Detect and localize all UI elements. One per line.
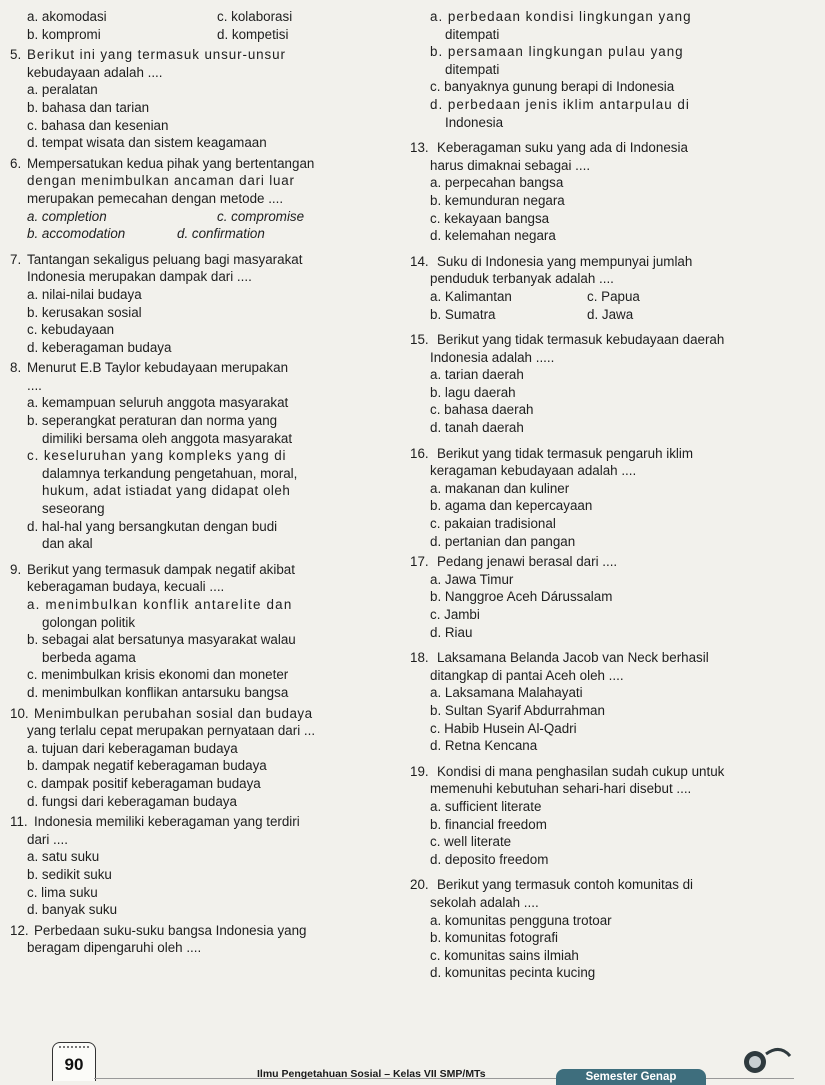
question-text-cont: Indonesia merupakan dampak dari .... <box>27 269 252 285</box>
question-text: Perbedaan suku-suku bangsa Indonesia yang <box>34 922 307 938</box>
q18-option-a: a. Laksamana Malahayati <box>430 685 583 701</box>
q17-option-c: c. Jambi <box>430 607 480 622</box>
question-text: Tantangan sekaligus peluang bagi masyarakat <box>27 251 303 267</box>
q14-option-c: c. Papua <box>587 288 640 304</box>
question-text: Indonesia memiliki keberagaman yang terdiri <box>34 814 300 830</box>
q10-option-a: a. tujuan dari keberagaman budaya <box>27 740 238 756</box>
q12-option-a: a. perbedaan kondisi lingkungan yang <box>430 9 692 24</box>
q11-option-c: c. lima suku <box>27 884 98 900</box>
q6-options-row2 <box>10 225 402 243</box>
question-text-cont: dari .... <box>27 831 68 847</box>
question-text-cont: kebudayaan adalah .... <box>27 64 163 80</box>
q17-option-d: d. Riau <box>430 624 473 640</box>
question-text-cont: ditangkap di pantai Aceh oleh .... <box>430 667 624 683</box>
question-text: Menimbulkan perubahan sosial dan budaya <box>34 705 313 721</box>
q5-option-a: a. peralatan <box>27 82 98 98</box>
q15-option-d: d. tanah daerah <box>430 420 524 436</box>
page-footer <box>0 1040 825 1085</box>
q4-option-b: b. kompromi <box>27 26 101 42</box>
question-number: 17. <box>410 554 429 570</box>
question-number: 9. <box>10 561 22 577</box>
q20-option-d: d. komunitas pecinta kucing <box>430 965 596 981</box>
q9-option-b: b. sebagai alat bersatunya masyarakat walau <box>27 632 296 648</box>
q18-option-b: b. Sultan Syarif Abdurrahman <box>430 702 605 718</box>
question-text: Suku di Indonesia yang mempunyai jumlah <box>437 253 693 269</box>
question-text: Menurut E.B Taylor kebudayaan merupakan <box>27 360 289 376</box>
semester-badge: Semester Genap <box>556 1069 706 1085</box>
q19-option-a: a. sufficient literate <box>430 798 542 814</box>
q4-option-a: a. akomodasi <box>27 9 107 24</box>
question-text-cont: yang terlalu cepat merupakan pernyataan dari ... <box>27 723 316 739</box>
q7-option-d: d. keberagaman budaya <box>27 339 172 355</box>
q7-option-a: a. nilai-nilai budaya <box>27 286 142 302</box>
q10-option-c: c. dampak positif keberagaman budaya <box>27 775 261 791</box>
q4-options-row2 <box>10 26 402 44</box>
q5-option-b: b. bahasa dan tarian <box>27 99 150 115</box>
question-number: 13. <box>410 140 429 156</box>
question-9 <box>10 561 402 579</box>
q7-option-b: b. kerusakan sosial <box>27 304 142 320</box>
q5-option-d: d. tempat wisata dan sistem keagamaan <box>27 135 267 151</box>
q16-option-c: c. pakaian tradisional <box>430 516 556 532</box>
question-text-cont: harus dimaknai sebagai .... <box>430 157 591 173</box>
q16-option-d: d. pertanian dan pangan <box>430 533 576 549</box>
question-18 <box>410 649 815 667</box>
question-text-cont: beragam dipengaruhi oleh .... <box>27 940 202 956</box>
page-number-box <box>52 1042 96 1081</box>
q16-option-b: b. agama dan kepercayaan <box>430 498 593 514</box>
q19-option-b: b. financial freedom <box>430 816 547 832</box>
q10-option-d: d. fungsi dari keberagaman budaya <box>27 793 237 809</box>
q19-option-d: d. deposito freedom <box>430 851 549 867</box>
q20-option-b: b. komunitas fotografi <box>430 930 559 946</box>
question-text: Berikut yang termasuk contoh komunitas di <box>437 877 694 893</box>
q8-option-c-cont: dalamnya terkandung pengetahuan, moral, <box>42 465 298 481</box>
question-text: Berikut yang tidak termasuk kebudayaan daerah <box>437 332 725 348</box>
question-text: Berikut yang tidak termasuk pengaruh iklim <box>437 445 694 461</box>
question-text-cont: sekolah adalah .... <box>430 894 539 910</box>
q18-option-c: c. Habib Husein Al-Qadri <box>430 720 577 736</box>
q6-option-a: a. completion <box>27 208 107 224</box>
q11-option-d: d. banyak suku <box>27 902 118 918</box>
q11-option-b: b. sedikit suku <box>27 866 112 882</box>
q8-option-d: d. hal-hal yang bersangkutan dengan budi <box>27 518 278 534</box>
question-text: Berikut ini yang termasuk unsur-unsur <box>27 47 286 63</box>
question-text: Mempersatukan kedua pihak yang bertentangan <box>27 155 315 171</box>
q8-option-b-cont: dimiliki bersama oleh anggota masyarakat <box>42 430 293 446</box>
q12-option-d: d. perbedaan jenis iklim antarpulau di <box>430 96 690 112</box>
question-text-cont: dengan menimbulkan ancaman dari luar <box>27 173 295 189</box>
q13-option-a: a. perpecahan bangsa <box>430 175 564 191</box>
question-text: Keberagaman suku yang ada di Indonesia <box>437 140 688 156</box>
q17-option-b: b. Nanggroe Aceh Dárussalam <box>430 589 613 605</box>
q6-option-b: b. accomodation <box>27 226 126 242</box>
question-10 <box>10 705 402 723</box>
question-15 <box>410 331 815 349</box>
question-number: 10. <box>10 705 29 721</box>
question-text: Pedang jenawi berasal dari .... <box>437 554 618 570</box>
question-number: 7. <box>10 251 22 267</box>
question-5 <box>10 46 402 64</box>
question-number: 5. <box>10 47 22 63</box>
q6-option-d: d. confirmation <box>177 226 265 242</box>
question-text-cont: merupakan pemecahan dengan metode .... <box>27 190 284 206</box>
q18-option-d: d. Retna Kencana <box>430 738 538 754</box>
question-number: 15. <box>410 332 429 348</box>
book-title: Ilmu Pengetahuan Sosial – Kelas VII SMP/MTs <box>257 1068 486 1080</box>
question-number: 19. <box>410 763 429 779</box>
q6-options-row1 <box>10 208 402 226</box>
q9-option-a-cont: golongan politik <box>42 614 136 630</box>
q8-option-a: a. kemampuan seluruh anggota masyarakat <box>27 395 289 411</box>
question-text-cont: Indonesia adalah ..... <box>430 349 555 365</box>
question-text: Kondisi di mana penghasilan sudah cukup untuk <box>437 763 725 779</box>
q12-option-c: c. banyaknya gunung berapi di Indonesia <box>430 79 675 95</box>
question-text-cont: memenuhi kebutuhan sehari-hari disebut .... <box>430 781 692 797</box>
question-number: 16. <box>410 445 429 461</box>
decorative-swirl-icon <box>735 1040 795 1085</box>
question-7 <box>10 251 402 269</box>
q10-option-b: b. dampak negatif keberagaman budaya <box>27 758 267 774</box>
q12-option-a-cont: ditempati <box>445 26 500 42</box>
question-13 <box>410 139 815 157</box>
q15-option-a: a. tarian daerah <box>430 367 524 383</box>
question-11 <box>10 813 402 831</box>
left-column <box>10 8 402 957</box>
question-17 <box>410 553 815 571</box>
q8-option-d-cont: dan akal <box>42 536 93 552</box>
question-number: 20. <box>410 877 429 893</box>
q14-option-a: a. Kalimantan <box>430 288 512 304</box>
q19-option-c: c. well literate <box>430 834 512 850</box>
q9-option-c: c. menimbulkan krisis ekonomi dan moneter <box>27 667 289 683</box>
dotted-line <box>59 1046 89 1048</box>
q8-option-c: c. keseluruhan yang kompleks yang di <box>27 448 287 464</box>
q15-option-c: c. bahasa daerah <box>430 402 534 418</box>
question-number: 18. <box>410 650 429 666</box>
question-19 <box>410 763 815 781</box>
q9-option-a: a. menimbulkan konflik antarelite dan <box>27 597 293 612</box>
q13-option-d: d. kelemahan negara <box>430 228 556 244</box>
q16-option-a: a. makanan dan kuliner <box>430 480 570 496</box>
question-12 <box>10 922 402 940</box>
q14-options-row1 <box>410 288 815 306</box>
q20-option-c: c. komunitas sains ilmiah <box>430 947 579 963</box>
question-20 <box>410 876 815 894</box>
question-number: 6. <box>10 155 22 171</box>
q9-option-b-cont: berbeda agama <box>42 649 136 665</box>
q14-options-row2 <box>410 306 815 324</box>
question-number: 12. <box>10 922 29 938</box>
q9-option-d: d. menimbulkan konflikan antarsuku bangsa <box>27 684 289 700</box>
q6-option-c: c. compromise <box>217 208 305 224</box>
q8-option-b: b. seperangkat peraturan dan norma yang <box>27 413 278 429</box>
page-number: 90 <box>64 1055 84 1074</box>
question-14 <box>410 253 815 271</box>
q20-option-a: a. komunitas pengguna trotoar <box>430 912 612 928</box>
question-number: 14. <box>410 253 429 269</box>
question-number: 11. <box>10 814 28 830</box>
q14-option-b: b. Sumatra <box>430 306 496 322</box>
q11-option-a: a. satu suku <box>27 849 100 865</box>
q8-option-c-cont: hukum, adat istiadat yang didapat oleh <box>42 483 291 499</box>
question-text-cont: keberagaman budaya, kecuali .... <box>27 579 225 595</box>
question-16 <box>410 445 815 463</box>
q15-option-b: b. lagu daerah <box>430 384 516 400</box>
question-text: Laksamana Belanda Jacob van Neck berhasil <box>437 650 709 666</box>
q12-option-b-cont: ditempati <box>445 61 500 77</box>
question-number: 8. <box>10 360 22 376</box>
right-column <box>410 8 815 982</box>
q14-option-d: d. Jawa <box>587 306 634 322</box>
q13-option-b: b. kemunduran negara <box>430 192 565 208</box>
question-text-cont: penduduk terbanyak adalah .... <box>430 271 614 287</box>
q5-option-c: c. bahasa dan kesenian <box>27 117 169 133</box>
q12-option-d-cont: Indonesia <box>445 114 504 130</box>
q8-option-c-cont: seseorang <box>42 501 105 517</box>
q7-option-c: c. kebudayaan <box>27 322 115 338</box>
q4-option-d: d. kompetisi <box>217 26 289 42</box>
question-6 <box>10 155 402 173</box>
q12-option-b: b. persamaan lingkungan pulau yang <box>430 44 684 60</box>
q13-option-c: c. kekayaan bangsa <box>430 210 550 226</box>
question-text: Berikut yang termasuk dampak negatif akibat <box>27 561 295 577</box>
q17-option-a: a. Jawa Timur <box>430 571 514 587</box>
question-text-cont: keragaman kebudayaan adalah .... <box>430 463 637 479</box>
question-text-cont: .... <box>27 377 42 393</box>
question-8 <box>10 359 402 377</box>
q4-option-c: c. kolaborasi <box>217 9 293 24</box>
q4-options-row1 <box>10 8 402 26</box>
